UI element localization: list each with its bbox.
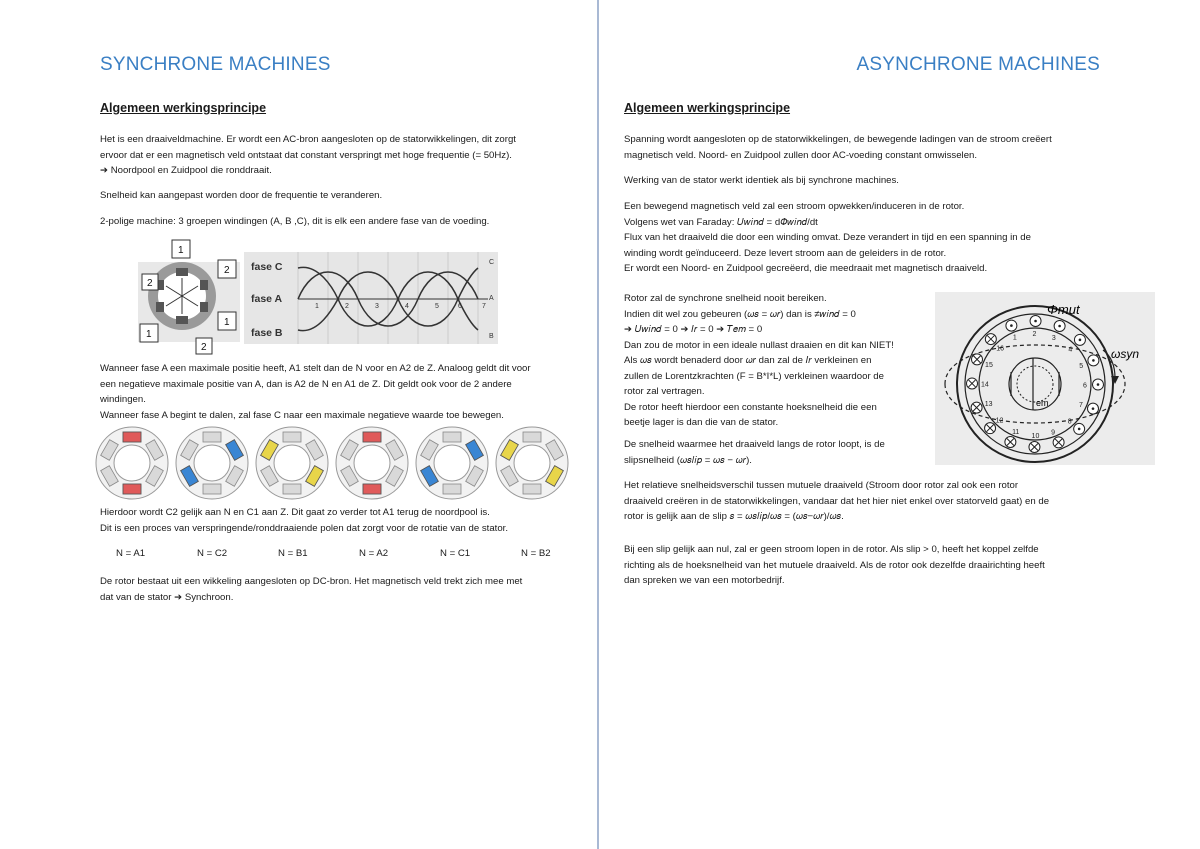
stator-label: 2 <box>201 342 207 353</box>
paragraph-two-pole: 2-polige machine: 3 groepen windingen (A, B ,C), dit is elk een andere fase van de voeding. <box>100 216 490 227</box>
text-line: Volgens wet van Faraday: 𝑈𝑤𝑖𝑛𝑑 = d𝛷𝑤𝑖𝑛𝑑/dt <box>624 216 818 228</box>
text-line: dan spreken we van een motorbedrijf. <box>624 575 785 586</box>
conductor-number: 15 <box>985 362 993 370</box>
conductor-number: 14 <box>981 381 989 389</box>
text-line: rotor zal vertragen. <box>624 386 705 397</box>
text-line: beetje lager is dan die van de stator. <box>624 417 779 428</box>
axis-number: 1 <box>315 303 319 310</box>
conductor-number: 9 <box>1051 429 1056 437</box>
text-line: winding wordt geïnduceerd. Deze levert stroom aan de geleiders in de rotor. <box>624 247 947 259</box>
conductor-number: 4 <box>1068 346 1073 354</box>
text-line: magnetisch veld. Noord- en Zuidpool zullen door AC-voeding constant omwisselen. <box>624 149 978 161</box>
axis-number: 2 <box>345 303 349 310</box>
text-line: Rotor zal de synchrone snelheid nooit bereiken. <box>624 293 827 304</box>
active-pole <box>363 432 381 442</box>
text-line: Wanneer fase A een maximale positie heeft, A1 stelt dan de N voor en A2 de Z. Analoog geldt dit voor <box>100 363 531 374</box>
text-line: Er wordt een Noord- en Zuidpool gecreëerd, die meedraait met magnetisch draaiveld. <box>624 263 988 274</box>
page-title: ASYNCHRONE MACHINES <box>856 54 1100 75</box>
paragraph-intro <box>100 132 516 179</box>
paragraph-motor <box>624 542 1045 589</box>
stator-pole <box>203 432 221 442</box>
active-pole <box>123 484 141 494</box>
sequence-item: N = A2 <box>359 548 389 559</box>
conductor-number: 6 <box>1082 382 1087 390</box>
conductor-number: 3 <box>1051 335 1056 343</box>
stator-label: 2 <box>224 265 230 276</box>
text-line: Spanning wordt aangesloten op de statorwikkelingen, de bewegende ladingen van de stroom creëert <box>624 134 1052 145</box>
paragraph-rotation <box>100 505 508 536</box>
conductor-number: 12 <box>995 417 1004 425</box>
text-line: Dit is een proces van verspringende/ronddraaiende polen dat zorgt voor de rotatie van de stator. <box>100 522 508 534</box>
stator-position <box>96 427 168 499</box>
text-line: Bij een slip gelijk aan nul, zal er geen stroom lopen in de rotor. Als slip > 0, heeft het koppel zelfde <box>624 544 1039 555</box>
em-label: em <box>1036 398 1049 408</box>
induction-motor-diagram <box>935 292 1155 465</box>
stator-label: 1 <box>146 329 152 340</box>
text-line: windingen. <box>100 394 146 405</box>
flux-label: Φmut <box>1047 302 1080 317</box>
stator-position <box>256 427 328 499</box>
figure-induction-motor <box>935 292 1155 465</box>
sequence-item: N = A1 <box>116 548 146 559</box>
right-label: B <box>489 333 494 340</box>
text-line: Dan zou de motor in een ideale nullast draaien en dit kan NIET! <box>624 339 894 351</box>
axis-number: 6 <box>458 303 462 310</box>
conductor-number: 16 <box>996 345 1005 353</box>
text-line: Flux van het draaiveld die door een winding omvat. Deze verandert in tijd en een spanning in de <box>624 232 1031 243</box>
stator-label: 2 <box>147 278 153 289</box>
text-line: ➔ 𝑈𝑤𝑖𝑛𝑑 = 0 ➔ 𝐼𝑟 = 0 ➔ 𝑇𝑒𝑚 = 0 <box>624 324 763 335</box>
phase-label: fase C <box>251 261 283 273</box>
page-asynchronous <box>599 0 1200 849</box>
conductor-number: 11 <box>1012 428 1020 436</box>
phase-label: fase B <box>251 327 283 339</box>
conductor-number: 7 <box>1078 401 1083 409</box>
conductor-number: 1 <box>1012 334 1017 342</box>
conductor-number: 2 <box>1032 331 1037 339</box>
axis-number: 7 <box>482 303 486 310</box>
text-line: een negatieve maximale positie van A, dan is A2 de N en A1 de Z. Dit geldt ook voor de 2 andere <box>100 378 512 390</box>
text-line: De rotor bestaat uit een wikkeling aangesloten op DC-bron. Het magnetisch veld trekt zich mee met <box>100 576 523 587</box>
text-line: ➔ Noordpool en Zuidpool die ronddraait. <box>100 165 272 176</box>
stator-position <box>416 427 488 499</box>
sequence-item: N = B1 <box>278 548 308 559</box>
page-synchronous <box>0 0 597 849</box>
stator-pole <box>283 432 301 442</box>
conductor-number: 13 <box>984 401 993 409</box>
active-pole <box>123 432 141 442</box>
text-line: dat van de stator ➔ Synchroon. <box>100 591 234 603</box>
text-line: Als 𝜔𝑠 wordt benaderd door 𝜔𝑟 dan zal de 𝐼𝑟 verkleinen en <box>624 355 872 366</box>
axis-number: 5 <box>435 303 439 310</box>
text-line: De rotor heeft hierdoor een constante hoeksnelheid die een <box>624 401 877 413</box>
text-line: zullen de Lorentzkrachten (F = B*I*L) verkleinen waardoor de <box>624 370 884 382</box>
text-line: draaiveld creëren in de statorwikkelingen, vandaar dat het hier niet enkel over statorveld gaat) en de <box>624 495 1050 507</box>
stator-pole <box>443 484 461 494</box>
omega-label: ωsyn <box>1111 347 1140 361</box>
axis-number: 3 <box>375 303 379 310</box>
stator-pole <box>443 432 461 442</box>
paragraph-sync-speed <box>624 291 894 431</box>
paragraph-rotor <box>100 574 522 605</box>
paragraph-faraday <box>624 199 1031 277</box>
axis-number: 4 <box>405 303 409 310</box>
paragraph-slip <box>624 478 1049 525</box>
section-heading: Algemeen werkingsprincipe <box>100 101 267 115</box>
text-line: slipsnelheid (𝜔𝑠𝑙𝑖𝑝 = 𝜔𝑠 − 𝜔𝑟). <box>624 454 752 466</box>
text-line: Hierdoor wordt C2 gelijk aan N en C1 aan Z. Dit gaat zo verder tot A1 terug de noordpool is. <box>100 507 490 518</box>
paragraph-intro <box>624 132 1052 163</box>
text-line: richting als de hoeksnelheid van het mutuele draaiveld. Als de rotor ook dezelfde draairichting heeft <box>624 559 1045 571</box>
conductor-number: 5 <box>1079 362 1084 370</box>
stator-phase-diagram <box>138 238 498 356</box>
stator-label: 1 <box>178 245 184 256</box>
right-label: C <box>489 259 495 266</box>
stator-position <box>496 427 568 499</box>
rotating-poles-diagram <box>94 425 574 501</box>
paragraph-stator: Werking van de stator werkt identiek als bij synchrone machines. <box>624 175 899 186</box>
conductor-number: 8 <box>1067 418 1072 426</box>
stator-pole <box>523 432 541 442</box>
sequence-item: N = C1 <box>440 548 471 559</box>
stator-label: 1 <box>224 317 230 328</box>
figure-stator-phases <box>138 238 498 356</box>
page-title: SYNCHRONE MACHINES <box>100 54 331 75</box>
text-line: De snelheid waarmee het draaiveld langs de rotor loopt, is de <box>624 439 885 450</box>
stator-position <box>176 427 248 499</box>
stator-position <box>336 427 408 499</box>
paragraph-slip-speed <box>624 437 885 468</box>
stator-pole <box>523 484 541 494</box>
phase-label: fase A <box>251 293 283 305</box>
text-line: Het is een draaiveldmachine. Er wordt een AC-bron aangesloten op de statorwikkelingen, dit zorgt <box>100 134 516 145</box>
text-line: Een bewegend magnetisch veld zal een stroom opwekken/induceren in de rotor. <box>624 201 965 212</box>
sequence-item: N = C2 <box>197 548 228 559</box>
text-line: Indien dit wel zou gebeuren (𝜔𝑠 = 𝜔𝑟) dan is ≠𝑤𝑖𝑛𝑑 = 0 <box>624 308 856 320</box>
conductor-number: 10 <box>1031 432 1040 440</box>
figure-rotating-poles <box>94 425 574 501</box>
text-line: rotor is gelijk aan de slip 𝑠 = 𝜔𝑠𝑙𝑖𝑝/𝜔𝑠 = (𝜔𝑠−𝜔𝑟)/𝜔𝑠. <box>624 511 844 522</box>
right-label: A <box>489 295 494 302</box>
text-line: ervoor dat er een magnetisch veld ontstaat dat constant verspringt met hoge frequentie (= 50Hz). <box>100 149 512 161</box>
stator-pole <box>283 484 301 494</box>
sequence-item: N = B2 <box>521 548 551 559</box>
paragraph-speed: Snelheid kan aangepast worden door de frequentie te veranderen. <box>100 190 383 201</box>
paragraph-phase-a <box>100 361 531 423</box>
section-heading: Algemeen werkingsprincipe <box>624 101 791 115</box>
active-pole <box>363 484 381 494</box>
stator-pole <box>203 484 221 494</box>
text-line: Wanneer fase A begint te dalen, zal fase C naar een maximale negatieve waarde toe bewegen. <box>100 409 504 421</box>
text-line: Het relatieve snelheidsverschil tussen mutuele draaiveld (Stroom door rotor zal ook een rotor <box>624 480 1019 491</box>
